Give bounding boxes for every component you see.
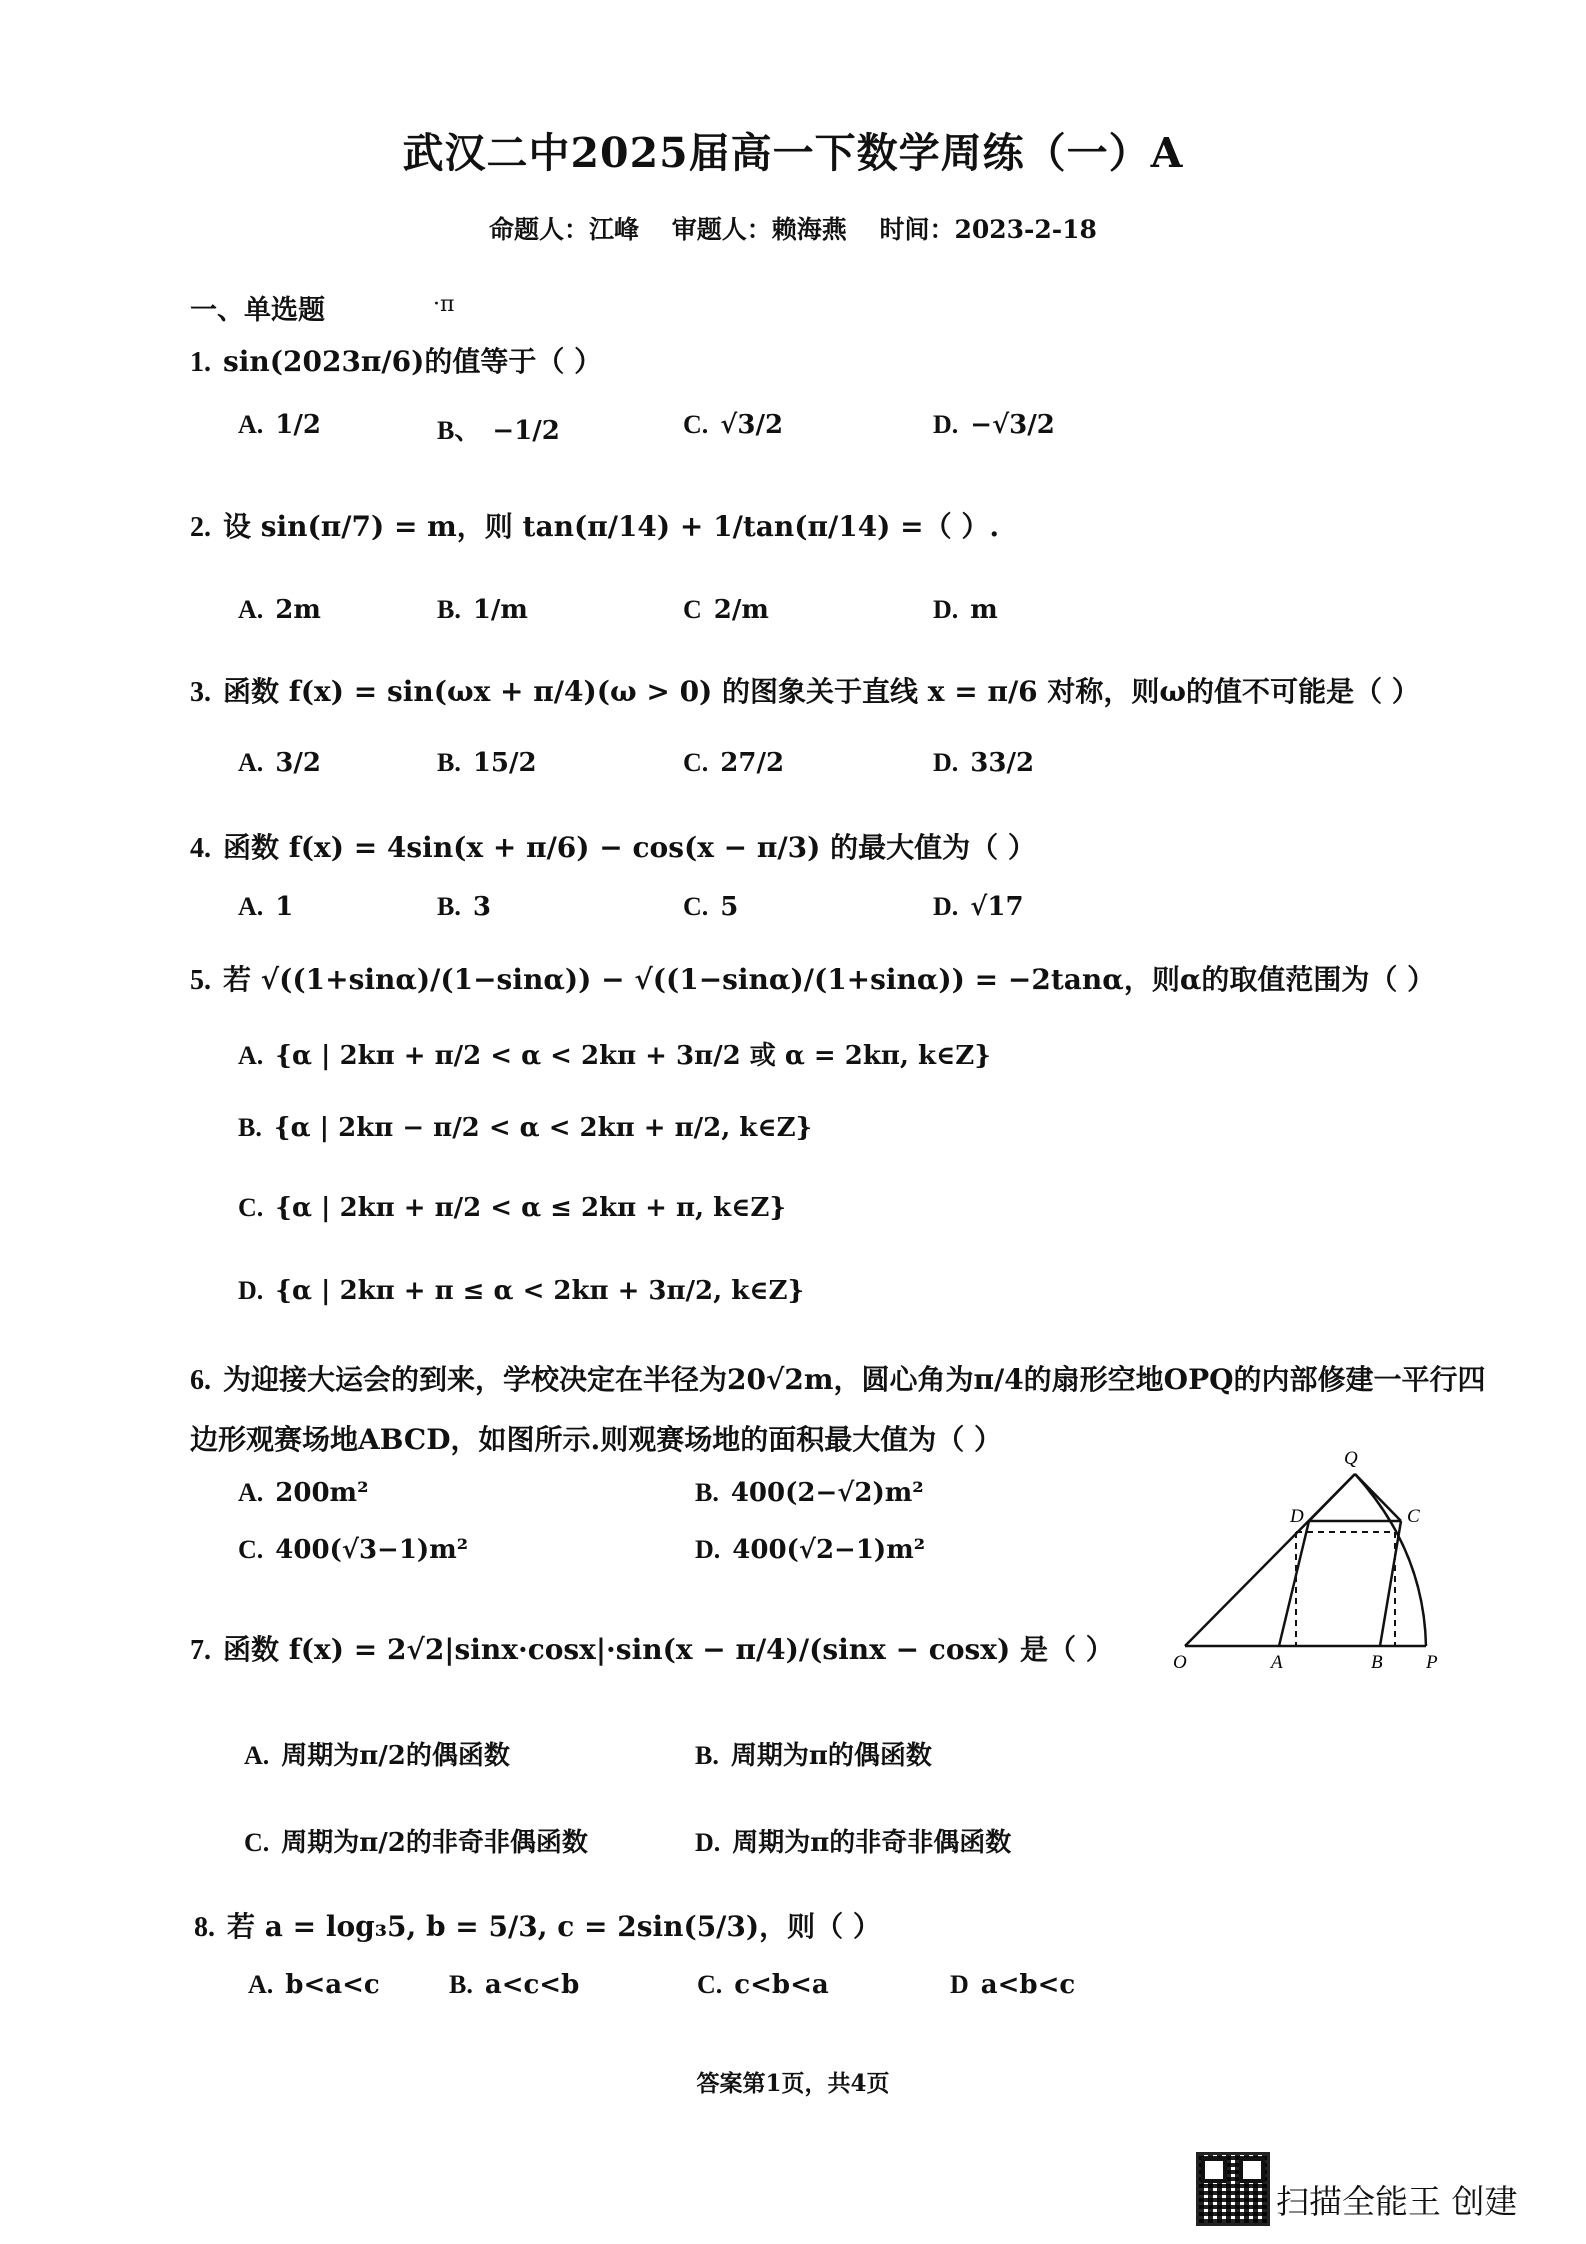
option-7c: C. 周期为π/2的非奇非偶函数 [244, 1828, 588, 1858]
option-1b: B、 −1/2 [437, 416, 560, 446]
option-3b: B. 15/2 [437, 748, 537, 778]
question-6: 6. 为迎接大运会的到来，学校决定在半径为20√2m，圆心角为π/4的扇形空地OPQ的内部修建一平行四 [190, 1363, 1486, 1396]
question-text: 函数 f(x) = sin(ωx + π/4)(ω > 0) 的图象关于直线 x = π/6 对称，则ω的值不可能是（ ） [223, 675, 1420, 708]
option-8a: A. b<a<c [248, 1970, 380, 2000]
option-1c: C. √3/2 [683, 410, 784, 440]
option-3c: C. 27/2 [683, 748, 785, 778]
option-7d: D. 周期为π的非奇非偶函数 [695, 1828, 1012, 1858]
question-text: 若 √((1+sinα)/(1−sinα)) − √((1−sinα)/(1+sinα)) = −2tanα，则α的取值范围为（ ） [223, 963, 1436, 996]
scan-speck: ·π [433, 292, 455, 317]
option-4b: B. 3 [437, 892, 491, 922]
option-4a: A. 1 [238, 892, 294, 922]
label-b: B [1371, 1652, 1383, 1670]
question-text: 函数 f(x) = 4sin(x + π/6) − cos(x − π/3) 的最大值为（ ） [223, 831, 1036, 864]
question-2: 2. 设 sin(π/7) = m，则 tan(π/14) + 1/tan(π/14) =（ ）. [190, 510, 1000, 543]
question-text: 函数 f(x) = 2√2|sinx·cosx|·sin(x − π/4)/(sinx − cosx) 是（ ） [223, 1633, 1114, 1666]
label-d: D [1290, 1506, 1304, 1527]
label-p: P [1426, 1652, 1438, 1670]
option-5b: B. {α | 2kπ − π/2 < α < 2kπ + π/2, k∈Z} [238, 1113, 813, 1143]
label-a: A [1271, 1652, 1283, 1670]
segment-cb [1380, 1521, 1401, 1646]
option-2b: B. 1/m [437, 595, 528, 625]
scanner-watermark: 扫描全能王 创建 [1276, 2182, 1518, 2221]
segment-ad [1279, 1521, 1309, 1646]
question-6-line-2: 边形观赛场地ABCD，如图所示.则观赛场地的面积最大值为（ ） [190, 1423, 1002, 1456]
option-6a: A. 200m² [238, 1478, 369, 1508]
page-title: 武汉二中2025届高一下数学周练（一）A [402, 129, 1184, 177]
option-5d: D. {α | 2kπ + π ≤ α < 2kπ + 3π/2, k∈Z} [238, 1276, 805, 1306]
question-text: sin(2023π/6)的值等于（ ） [223, 345, 603, 378]
question-text: 设 sin(π/7) = m，则 tan(π/14) + 1/tan(π/14) =（ ）. [223, 510, 1000, 543]
section-heading: 一、单选题 [190, 295, 325, 326]
option-1a: A. 1/2 [238, 410, 321, 440]
question-8: 8. 若 a = log₃5, b = 5/3, c = 2sin(5/3)，则（ ） [194, 1910, 881, 1943]
option-5a: A. {α | 2kπ + π/2 < α < 2kπ + 3π/2 或 α = 2kπ, k∈Z} [238, 1041, 991, 1071]
segment-dq [1309, 1474, 1355, 1521]
question-text: 若 a = log₃5, b = 5/3, c = 2sin(5/3)，则（ ） [227, 1910, 881, 1943]
option-4d: D. √17 [933, 892, 1024, 922]
question-4: 4. 函数 f(x) = 4sin(x + π/6) − cos(x − π/3) 的最大值为（ ） [190, 831, 1036, 864]
option-1d: D. −√3/2 [933, 410, 1055, 440]
qr-code-icon [1196, 2152, 1270, 2226]
segment-cq [1355, 1474, 1401, 1521]
question-1: 1. sin(2023π/6)的值等于（ ） [190, 345, 603, 378]
option-5c: C. {α | 2kπ + π/2 < α ≤ 2kπ + π, k∈Z} [238, 1193, 787, 1223]
option-8d: D a<b<c [950, 1970, 1076, 2000]
question-5: 5. 若 √((1+sinα)/(1−sinα)) − √((1−sinα)/(1+sinα)) = −2tanα，则α的取值范围为（ ） [190, 963, 1436, 996]
label-c: C [1407, 1506, 1420, 1527]
option-8b: B. a<c<b [449, 1970, 580, 2000]
label-o: O [1173, 1652, 1187, 1670]
question-text: 为迎接大运会的到来，学校决定在半径为20√2m，圆心角为π/4的扇形空地OPQ的内部修建一平行四 [223, 1363, 1486, 1396]
option-7a: A. 周期为π/2的偶函数 [244, 1741, 510, 1771]
exam-meta: 命题人：江峰 审题人：赖海燕 时间：2023-2-18 [489, 215, 1097, 244]
option-8c: C. c<b<a [697, 1970, 829, 2000]
option-3a: A. 3/2 [238, 748, 321, 778]
option-2d: D. m [933, 595, 998, 625]
option-6c: C. 400(√3−1)m² [238, 1535, 469, 1565]
label-q: Q [1344, 1448, 1358, 1469]
arc-pq [1355, 1474, 1426, 1646]
option-2c: C 2/m [683, 595, 769, 625]
option-2a: A. 2m [238, 595, 321, 625]
option-6d: D. 400(√2−1)m² [695, 1535, 926, 1565]
option-3d: D. 33/2 [933, 748, 1035, 778]
sector-figure [1168, 1430, 1470, 1670]
question-3: 3. 函数 f(x) = sin(ωx + π/4)(ω > 0) 的图象关于直线 x = π/6 对称，则ω的值不可能是（ ） [190, 675, 1420, 708]
option-7b: B. 周期为π的偶函数 [695, 1741, 932, 1771]
option-4c: C. 5 [683, 892, 739, 922]
page-footer: 答案第1页，共4页 [696, 2070, 890, 2097]
option-6b: B. 400(2−√2)m² [695, 1478, 924, 1508]
question-7: 7. 函数 f(x) = 2√2|sinx·cosx|·sin(x − π/4)/(sinx − cosx) 是（ ） [190, 1633, 1114, 1666]
